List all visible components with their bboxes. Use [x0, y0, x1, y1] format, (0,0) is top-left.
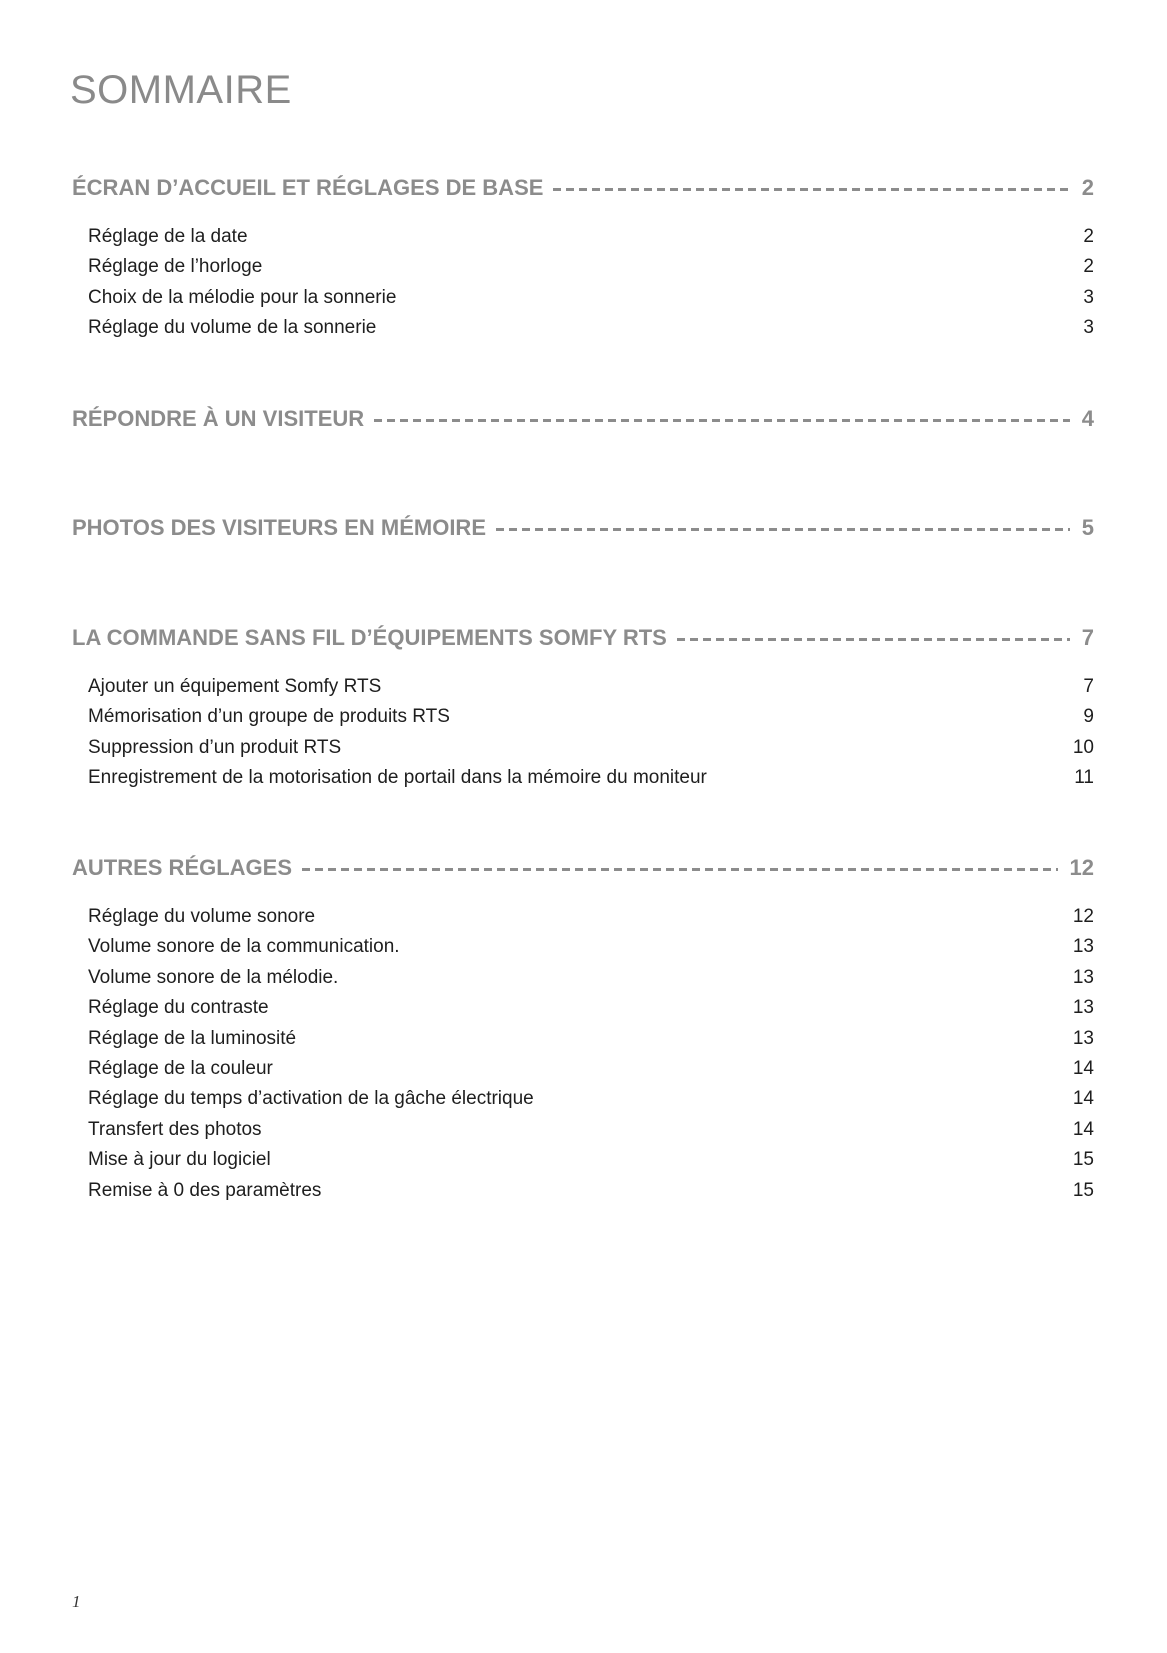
- toc-section-heading[interactable]: [72, 175, 1094, 201]
- entry-label: Réglage de la date: [88, 226, 248, 247]
- entry-label: Réglage du volume sonore: [88, 906, 316, 927]
- toc-entry[interactable]: [88, 252, 1094, 282]
- entry-page-number: 15: [1072, 1179, 1094, 1201]
- toc-entry[interactable]: [88, 1145, 1094, 1175]
- entry-page-number: 13: [1072, 1027, 1094, 1049]
- toc-section: [72, 515, 1094, 541]
- toc-section: [72, 625, 1094, 794]
- entry-page-number: 3: [1083, 286, 1094, 308]
- entry-label: Mise à jour du logiciel: [88, 1149, 271, 1171]
- section-page-number: 5: [1081, 515, 1094, 540]
- entry-label: Volume sonore de la mélodie.: [88, 966, 339, 988]
- entry-page-number: 14: [1072, 1118, 1094, 1140]
- section-title: PHOTOS DES VISITEURS EN MÉMOIRE: [72, 515, 486, 540]
- toc-entry[interactable]: [88, 763, 1094, 793]
- entry-label: Choix de la mélodie pour la sonnerie: [88, 286, 397, 308]
- toc-entry[interactable]: [88, 1115, 1094, 1145]
- section-title: AUTRES RÉGLAGES: [72, 855, 293, 880]
- entry-label: Transfert des photos: [88, 1118, 262, 1140]
- entry-page-number: 13: [1072, 936, 1094, 958]
- toc-entry[interactable]: [88, 1176, 1094, 1206]
- entry-label: Remise à 0 des paramètres: [88, 1179, 322, 1201]
- toc-entry[interactable]: [88, 932, 1094, 962]
- entry-label: Mémorisation d’un groupe de produits RTS: [88, 706, 450, 728]
- entry-page-number: 13: [1072, 997, 1094, 1019]
- entry-label: Volume sonore de la communication.: [88, 936, 400, 958]
- toc-section-heading[interactable]: [72, 406, 1094, 432]
- entry-page-number: 11: [1074, 767, 1094, 789]
- page-title: SOMMAIRE: [70, 68, 292, 112]
- entry-page-number: 2: [1083, 226, 1094, 247]
- entry-page-number: 2: [1083, 256, 1094, 278]
- toc-entry[interactable]: [88, 222, 1094, 252]
- toc-entry[interactable]: [88, 313, 1094, 343]
- dot-leader: [677, 638, 1070, 641]
- entry-label: Réglage de la couleur: [88, 1057, 273, 1079]
- section-title: RÉPONDRE À UN VISITEUR: [72, 406, 365, 431]
- entry-page-number: 9: [1083, 706, 1094, 728]
- entry-page-number: 10: [1072, 736, 1094, 758]
- entry-page-number: 15: [1072, 1149, 1094, 1171]
- toc-entry[interactable]: [88, 902, 1094, 932]
- toc-entry[interactable]: [88, 963, 1094, 993]
- entry-page-number: 14: [1072, 1088, 1094, 1110]
- section-title: LA COMMANDE SANS FIL D’ÉQUIPEMENTS SOMFY RTS: [72, 625, 667, 650]
- toc-entry[interactable]: [88, 702, 1094, 732]
- toc-items: [72, 902, 1094, 1206]
- entry-label: Réglage du contraste: [88, 997, 269, 1019]
- entry-label: Réglage du temps d’activation de la gâche électrique: [88, 1088, 534, 1110]
- toc-entry[interactable]: [88, 993, 1094, 1023]
- toc-entry[interactable]: [88, 283, 1094, 313]
- entry-label: Ajouter un équipement Somfy RTS: [88, 676, 382, 697]
- toc-entry[interactable]: [88, 1054, 1094, 1084]
- toc-section-heading[interactable]: [72, 515, 1094, 541]
- entry-label: Réglage du volume de la sonnerie: [88, 317, 377, 339]
- entry-label: Réglage de l’horloge: [88, 256, 263, 278]
- toc-items: [72, 222, 1094, 344]
- entry-page-number: 12: [1072, 906, 1094, 927]
- section-title: ÉCRAN D’ACCUEIL ET RÉGLAGES DE BASE: [72, 175, 544, 200]
- toc-section: [72, 406, 1094, 432]
- page-number: 1: [72, 1592, 81, 1611]
- entry-label: Suppression d’un produit RTS: [88, 736, 342, 758]
- toc-entry[interactable]: [88, 1024, 1094, 1054]
- entry-page-number: 13: [1072, 966, 1094, 988]
- entry-page-number: 3: [1083, 317, 1094, 339]
- section-page-number: 4: [1081, 406, 1094, 431]
- dot-leader: [302, 868, 1057, 871]
- toc-section: [72, 855, 1094, 1206]
- toc-entry[interactable]: [88, 733, 1094, 763]
- toc-items: [72, 672, 1094, 794]
- section-page-number: 7: [1081, 625, 1094, 650]
- toc-section-heading[interactable]: [72, 625, 1094, 651]
- toc-section: [72, 175, 1094, 344]
- toc-entry[interactable]: [88, 672, 1094, 702]
- toc-entry[interactable]: [88, 1084, 1094, 1114]
- entry-page-number: 7: [1083, 676, 1094, 697]
- toc-section-heading[interactable]: [72, 855, 1094, 881]
- entry-label: Enregistrement de la motorisation de portail dans la mémoire du moniteur: [88, 767, 707, 789]
- entry-page-number: 14: [1072, 1057, 1094, 1079]
- dot-leader: [553, 188, 1069, 191]
- entry-label: Réglage de la luminosité: [88, 1027, 297, 1049]
- section-page-number: 2: [1081, 175, 1094, 200]
- dot-leader: [374, 419, 1070, 422]
- section-page-number: 12: [1069, 855, 1094, 880]
- dot-leader: [496, 528, 1070, 531]
